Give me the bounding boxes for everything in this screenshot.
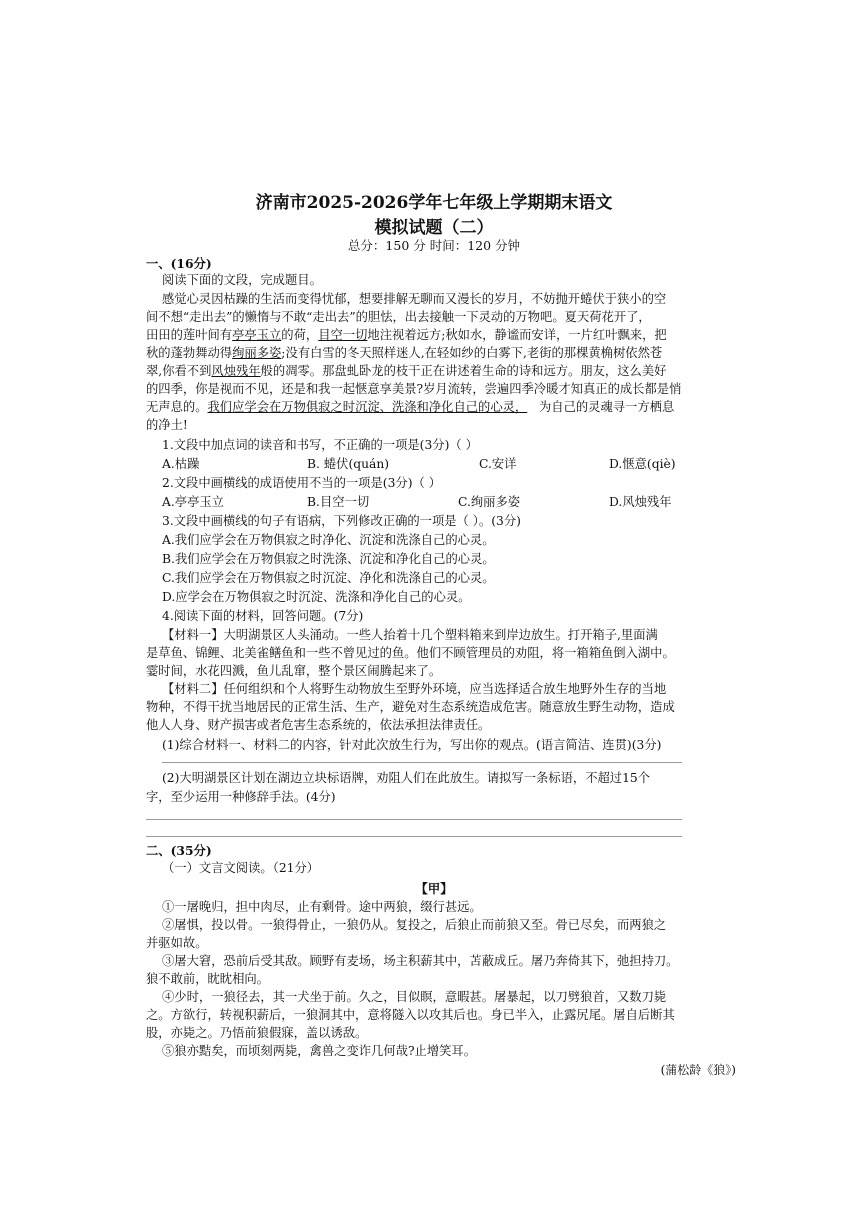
passage-line: 间不想“走出去”的懒惰与不敢“走出去”的胆怯，出去接触一下灵动的万物吧。夏天荷花开了， bbox=[146, 310, 651, 324]
option-c: C.绚丽多姿 bbox=[458, 495, 521, 509]
exam-meta: 总分：150 分 时间：120 分钟 bbox=[347, 238, 521, 253]
passage-text: 翠,你看不到 bbox=[146, 364, 212, 378]
material-one-line: 是草鱼、锦鲤、北美雀鳝鱼和一些不曾见过的鱼。他们不顾管理员的劝阻，将一箱箱鱼倒入湖中。 bbox=[146, 646, 675, 660]
passage-line bbox=[146, 327, 667, 344]
instruction: 阅读下面的文段，完成题目。 bbox=[162, 273, 322, 287]
question-stem: 2.文段中画横线的成语使用不当的一项是(3分)（ ） bbox=[162, 476, 441, 490]
classical-paragraph: ④少时，一狼径去，其一犬坐于前。久之，目似瞑，意暇甚。屠暴起，以刀劈狼首，又数刀毙 bbox=[162, 990, 667, 1004]
material-two-line: 【材料二】任何组织和个人将野生动物放生至野外环境，应当选择适合放生地野外生存的当地 bbox=[162, 682, 667, 696]
passage-text: 的荷， bbox=[281, 328, 319, 342]
exam-subtitle: 模拟试题（二） bbox=[374, 218, 494, 238]
classical-paragraph: 股，亦毙之。乃悟前狼假寐，盖以诱敌。 bbox=[146, 1026, 368, 1040]
passage-line bbox=[146, 345, 662, 362]
answer-line[interactable] bbox=[146, 819, 682, 820]
text-jia-heading: 【甲】 bbox=[415, 881, 453, 896]
exam-title: 济南市2025-2026学年七年级上学期期末语文 bbox=[255, 193, 613, 213]
classical-paragraph: 之。方欲行，转视积薪后，一狼洞其中，意将隧入以攻其后也。身已半入，止露尻尾。屠自后断其 bbox=[146, 1008, 675, 1022]
section-heading: 一、(16分) bbox=[146, 256, 212, 271]
question-stem: 4.阅读下面的材料，回答问题。(7分) bbox=[162, 609, 364, 623]
passage-text: 秋的蓬勃舞动得 bbox=[146, 346, 233, 360]
classical-paragraph: ②屠惧，投以骨。一狼得骨止，一狼仍从。复投之，后狼止而前狼又至。骨已尽矣，而两狼之 bbox=[162, 918, 667, 932]
passage-text: ;没有白雪的冬天照样迷人,在轻如纱的白雾下,老街的那棵黄桷树依然苍 bbox=[281, 346, 663, 360]
passage-line: 的四季，你是视而不见，还是和我一起惬意享美景?岁月流转，尝遍四季冷暖才知真正的成长都是悄 bbox=[146, 382, 682, 396]
passage-text: 为自己的灵魂寻一方栖息 bbox=[538, 400, 675, 414]
underlined-idiom: 目空一切 bbox=[318, 328, 368, 342]
material-two-line: 物种，不得干扰当地居民的正常生活、生产，避免对生态系统造成危害。随意放生野生动物，造成 bbox=[146, 700, 675, 714]
passage-text: 无声息的。 bbox=[146, 400, 208, 414]
question-stem: 3.文段中画横线的句子有语病，下列修改正确的一项是（ ）。(3分) bbox=[162, 514, 521, 528]
underlined-sentence: 我们应学会在万物俱寂之时沉淀、洗涤和净化自己的心灵， bbox=[207, 400, 528, 414]
option-a: A.亭亭玉立 bbox=[162, 495, 224, 509]
classical-paragraph: 狼不敢前，眈眈相向。 bbox=[146, 972, 269, 986]
classical-paragraph: ①一屠晚归，担中肉尽，止有剩骨。途中两狼，缀行甚远。 bbox=[162, 900, 482, 914]
section-heading: 二、(35分) bbox=[146, 843, 212, 858]
classical-paragraph: ③屠大窘，恐前后受其敌。顾野有麦场，场主积薪其中，苫蔽成丘。屠乃奔倚其下，弛担持刀。 bbox=[162, 954, 679, 968]
passage-text: 田田的莲叶间有 bbox=[146, 328, 233, 342]
option-b: B.我们应学会在万物俱寂之时洗涤、沉淀和净化自己的心灵。 bbox=[162, 552, 495, 566]
option-c: C.安详 bbox=[479, 457, 517, 471]
option-d: D.风烛残年 bbox=[609, 495, 672, 509]
underlined-idiom: 亭亭玉立 bbox=[232, 328, 282, 342]
option-d: D.惬意(qiè) bbox=[609, 457, 676, 471]
passage-line: 感觉心灵因枯躁的生活而变得忧郁，想要排解无聊而又漫长的岁月，不妨抛开蜷伏于狭小的空 bbox=[162, 292, 667, 306]
option-a: A.我们应学会在万物俱寂之时净化、沉淀和洗涤自己的心灵。 bbox=[162, 533, 495, 547]
material-two-line: 他人人身、财产损害或者危害生态系统的，依法承担法律责任。 bbox=[146, 718, 491, 732]
passage-text: 地注视着远方;秋如水，静谧而安详，一片红叶飘来，把 bbox=[367, 328, 667, 342]
material-one-line: 【材料一】大明湖景区人头涌动。一些人抬着十几个塑料箱来到岸边放生。打开箱子,里面满 bbox=[162, 628, 658, 642]
sub-question-2: (2)大明湖景区计划在湖边立块标语牌，劝阻人们在此放生。请拟写一条标语，不超过15个 bbox=[162, 771, 651, 785]
passage-line: 的净土! bbox=[146, 418, 188, 432]
option-a: A.枯躁 bbox=[162, 457, 200, 471]
option-c: C.我们应学会在万物俱寂之时沉淀、净化和洗涤自己的心灵。 bbox=[162, 571, 495, 585]
underlined-idiom: 风烛残年 bbox=[211, 364, 261, 378]
sub-question-2: 字，至少运用一种修辞手法。(4分) bbox=[146, 790, 336, 804]
option-b: B. 蜷伏(quán) bbox=[307, 457, 390, 471]
answer-line[interactable] bbox=[146, 836, 682, 837]
passage-line bbox=[146, 363, 666, 380]
underlined-idiom: 绚丽多姿 bbox=[232, 346, 282, 360]
passage-text: 般的凋零。那盘虬卧龙的枝干正在讲述着生命的诗和远方。朋友，这么美好 bbox=[260, 364, 667, 378]
question-stem: 1.文段中加点词的读音和书写，不正确的一项是(3分)（ ） bbox=[162, 438, 478, 452]
classical-paragraph: ⑤狼亦黠矣，而顷刻两毙，禽兽之变诈几何哉?止增笑耳。 bbox=[162, 1044, 477, 1058]
material-one-line: 霎时间，水花四溅，鱼儿乱窜，整个景区闹腾起来了。 bbox=[146, 664, 442, 678]
option-b: B.目空一切 bbox=[307, 495, 370, 509]
passage-line bbox=[146, 399, 674, 416]
classical-paragraph: 并驱如故。 bbox=[146, 936, 208, 950]
option-d: D.应学会在万物俱寂之时沉淀、洗涤和净化自己的心灵。 bbox=[162, 590, 471, 604]
sub-section-heading: （一）文言文阅读。（21分） bbox=[162, 861, 320, 875]
sub-question-1: (1)综合材料一、材料二的内容，针对此次放生行为，写出你的观点。(语言简洁、连贯)(3分) bbox=[162, 738, 662, 752]
source-citation: (蒲松龄《狼》) bbox=[660, 1063, 736, 1077]
answer-line[interactable] bbox=[162, 762, 682, 763]
